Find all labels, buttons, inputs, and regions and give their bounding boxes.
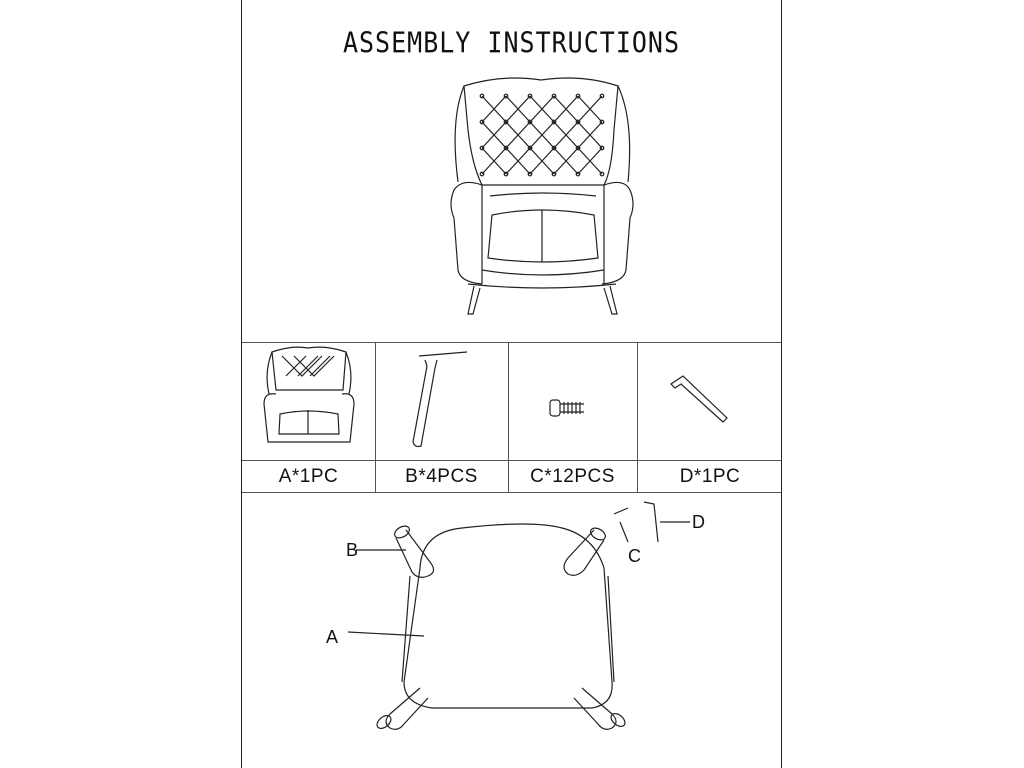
table-mid-border xyxy=(242,460,781,461)
instruction-sheet xyxy=(241,0,782,768)
part-b-label: B*4PCS xyxy=(405,466,478,487)
part-d-label: D*1PC xyxy=(679,466,741,487)
allen-key-icon xyxy=(637,342,783,460)
callout-b: B xyxy=(346,540,359,560)
leg-bottom-right xyxy=(574,688,627,729)
armchair-icon xyxy=(242,342,375,460)
leg-bottom-left xyxy=(375,688,428,731)
part-c-label: C*12PCS xyxy=(530,466,615,487)
callout-a: A xyxy=(326,627,339,647)
leg-top-right xyxy=(564,526,607,576)
leg-icon xyxy=(375,342,508,460)
assembly-diagram xyxy=(242,492,783,768)
armchair-illustration xyxy=(242,0,783,340)
page-title: ASSEMBLY INSTRUCTIONS xyxy=(342,25,681,60)
screw-icon xyxy=(508,342,637,460)
callout-d: D xyxy=(692,512,705,532)
callout-c: C xyxy=(628,546,641,566)
part-a-label: A*1PC xyxy=(278,466,339,487)
